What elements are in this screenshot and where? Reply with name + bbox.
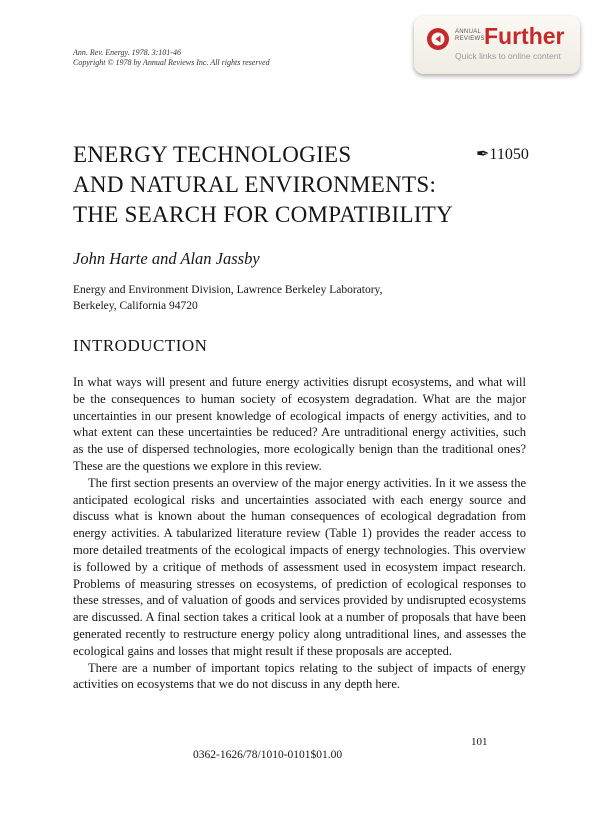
affiliation-line: Energy and Environment Division, Lawrence Berkeley Laboratory, [73,284,383,296]
copyright-line: Copyright © 1978 by Annual Reviews Inc. All rights reserved [73,58,270,67]
badge-brand [455,29,485,43]
badge-further[interactable]: Further [484,23,565,49]
title-line: ENERGY TECHNOLOGIES [73,142,352,167]
badge-annual: ANNUAL [455,29,482,35]
affiliation [73,282,382,314]
section-heading: INTRODUCTION [73,336,208,355]
further-links-badge[interactable] [414,16,580,74]
badge-reviews: REVIEWS [455,36,485,42]
affiliation-line: Berkeley, California 94720 [73,300,198,312]
badge-subtitle: Quick links to online content [455,51,561,61]
body-text [73,374,526,693]
page-number: 101 [471,736,488,748]
journal-citation [73,48,270,68]
journal-line: Ann. Rev. Energy. 1978. 3:101-46 [73,48,181,57]
paragraph: There are a number of important topics relating to the subject of impacts of energy activities on ecosystems that we do not discuss in any depth here. [73,660,526,692]
title-line: AND NATURAL ENVIRONMENTS: [73,172,437,197]
document-number: ✒11050 [476,146,529,163]
title-line: THE SEARCH FOR COMPATIBILITY [73,202,454,227]
article-title [73,140,453,230]
annual-reviews-logo-icon [426,27,450,51]
authors: John Harte and Alan Jassby [73,249,260,268]
paragraph: The first section presents an overview of the major energy activities. In it we assess the anticipated ecological risks and uncertainties associated with each energy source and discuss what is known about the human consequences of ecological degradation from energy activities. A tabularized literature review (Table 1) provides the reader access to more detailed treatments of the ecological impacts of energy technologies. This overview is followed by a critique of methods of assessment used in ecosystem impact research. Problems of measuring stresses on ecosystems, of prediction of ecological responses to these stresses, and of valuation of goods and services provided by undisrupted ecosystems are discussed. A final section takes a critical look at a number of proposals that have been generated recently to restructure energy policy along untraditional lines, and assesses the ecological gains and losses that might result if these proposals are accepted. [73,475,526,658]
article-code: 0362-1626/78/1010-0101$01.00 [193,749,343,761]
paragraph: In what ways will present and future energy activities disrupt ecosystems, and what will be the consequences to human society of ecosystem degradation. What are the major uncertainties in our present knowledge of ecological impacts of energy activities, and to what extent can these uncertainties be reduced? Are untraditional energy activities, such as the use of dispersed technologies, more ecologically benign than the traditional ones? These are the questions we explore in this review. [73,375,526,473]
